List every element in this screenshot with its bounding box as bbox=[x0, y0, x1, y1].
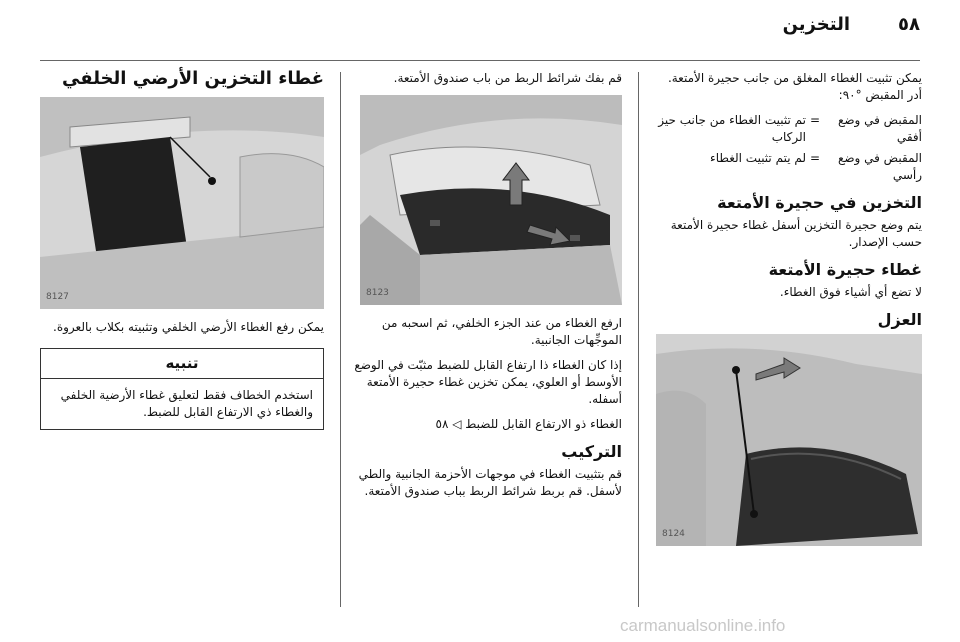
storage-paragraph: يتم وضع حجيرة التخزين أسفل غطاء حجيرة الأمتعة حسب الإصدار. bbox=[670, 218, 922, 249]
option-vertical bbox=[656, 150, 922, 184]
heading-luggage-cover: غطاء حجيرة الأمتعة bbox=[768, 260, 922, 279]
cover-paragraph: لا تضع أي أشياء فوق الغطاء. bbox=[779, 285, 922, 299]
page-header-title: التخزين bbox=[782, 14, 850, 35]
cover-lock-intro: يمكن تثبيت الغطاء المغلق من جانب حجيرة الأمتعة. أدر المقبض °٩٠: bbox=[667, 71, 922, 102]
notice-title: تنبيه bbox=[41, 349, 323, 379]
figure-id: 8123 bbox=[366, 288, 389, 298]
unfasten-straps-text: قم بفك شرائط الربط من باب صندوق الأمتعة. bbox=[393, 71, 622, 85]
header-divider bbox=[40, 60, 920, 61]
lift-cover-text: ارفع الغطاء من عند الجزء الخلفي، ثم اسحبه من الموجِّهات الجانبية. bbox=[381, 316, 622, 347]
cover-removal-illustration bbox=[360, 95, 622, 305]
tailgate-illustration bbox=[656, 334, 922, 546]
heading-storage: التخزين في حجيرة الأمتعة bbox=[717, 193, 922, 212]
floor-cover-figure bbox=[40, 97, 324, 309]
heading-removal: العزل bbox=[877, 310, 922, 329]
cross-reference-text: الغطاء ذو الارتفاع القابل للضبط ◁ ٥٨ bbox=[435, 417, 622, 431]
option-equals: = bbox=[809, 113, 821, 127]
column-divider-left bbox=[340, 72, 341, 607]
middle-column bbox=[350, 70, 622, 508]
figure-id: 8124 bbox=[662, 529, 685, 539]
left-column bbox=[40, 70, 324, 430]
cover-removal-figure bbox=[360, 95, 622, 305]
heading-install: التركيب bbox=[561, 442, 622, 461]
rear-floor-cover-title: غطاء التخزين الأرضي الخلفي bbox=[62, 68, 324, 89]
option-label: المقبض في وضع أفقي bbox=[837, 113, 922, 144]
install-paragraph: قم بتثبيت الغطاء في موجهات الأحزمة الجانبية والطي لأسفل. قم بربط شرائط الربط بباب صندوق الأمتعة. bbox=[358, 467, 622, 498]
adjustable-cover-text: إذا كان الغطاء ذا ارتفاع القابل للضبط مثبّت في الوضع الأوسط أو العلوي، يمكن تخزين غطاء حجيرة الأمتعة أسفله. bbox=[354, 358, 622, 406]
watermark: carmanualsonline.info bbox=[620, 616, 786, 635]
page-number: ٥٨ bbox=[898, 14, 920, 35]
option-horizontal bbox=[656, 112, 922, 146]
notice-text: استخدم الخطاف فقط لتعليق غطاء الأرضية الخلفي والغطاء ذي الارتفاع القابل للضبط. bbox=[60, 388, 313, 419]
column-divider-right bbox=[638, 72, 639, 607]
option-label: المقبض في وضع رأسي bbox=[837, 151, 922, 182]
notice-box bbox=[40, 348, 324, 430]
figure-id: 8127 bbox=[46, 292, 69, 302]
option-description: تم تثبيت الغطاء من جانب حيز الركاب bbox=[658, 113, 806, 144]
floor-cover-illustration bbox=[40, 97, 324, 309]
tailgate-figure bbox=[656, 334, 922, 546]
option-description: لم يتم تثبيت الغطاء bbox=[710, 151, 806, 165]
lift-floor-text: يمكن رفع الغطاء الأرضي الخلفي وتثبيته بكلاب بالعروة. bbox=[53, 320, 324, 334]
option-equals: = bbox=[809, 151, 821, 165]
right-column bbox=[656, 70, 922, 546]
